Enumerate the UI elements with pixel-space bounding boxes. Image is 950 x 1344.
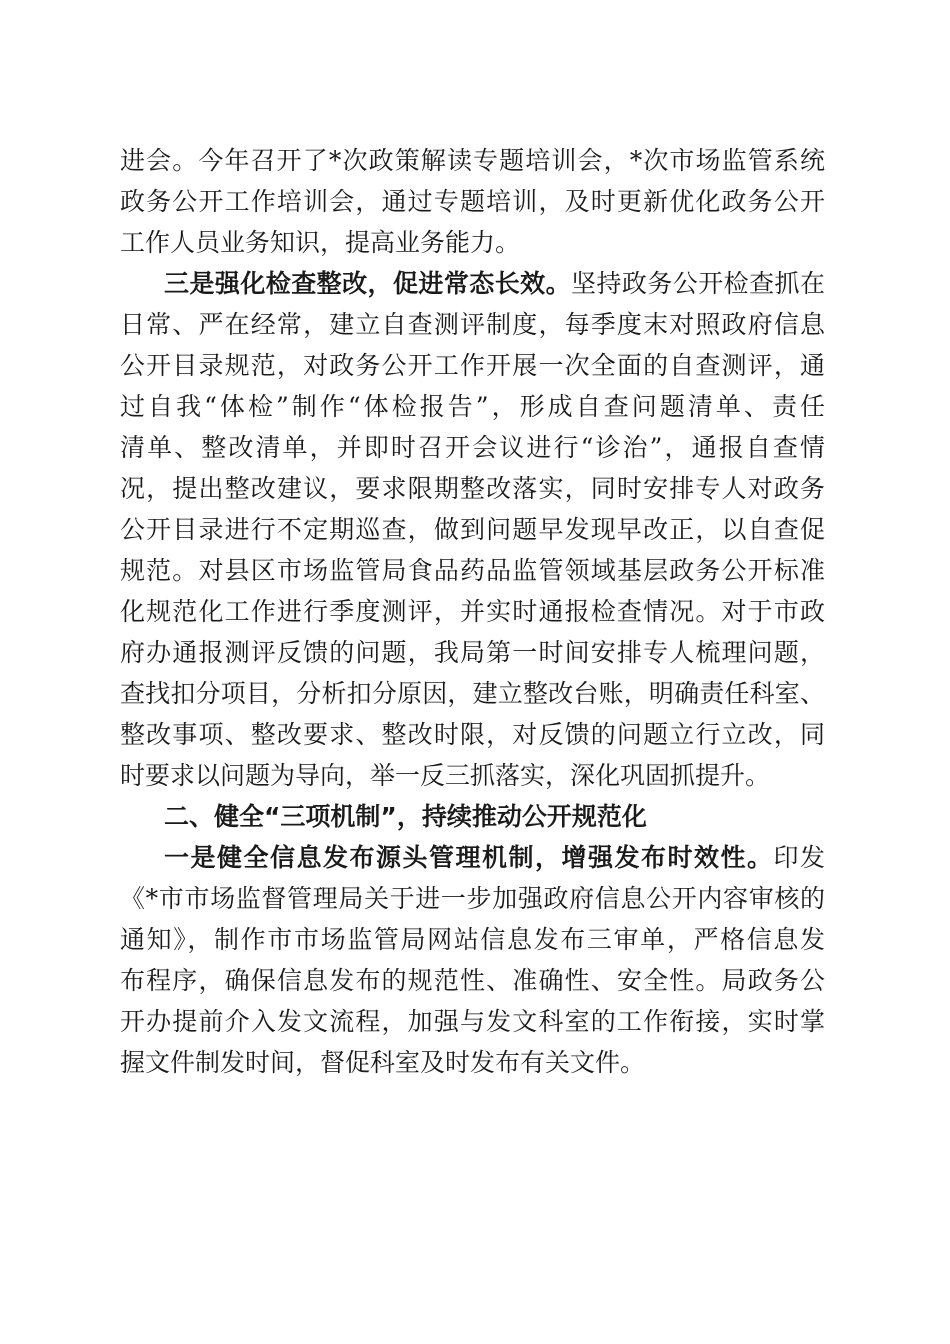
text-line: 《*市市场监督管理局关于进一步加强政府信息公开内容审核的 [120, 884, 825, 913]
paragraph-text: 印发 [773, 843, 825, 872]
text-line: 时要求以问题为导向，举一反三抓落实，深化巩固抓提升。 [120, 761, 771, 790]
paragraph-3 [120, 837, 825, 1083]
paragraph-2 [120, 263, 825, 796]
text-line: 况，提出整改建议，要求限期整改落实，同时安排专人对政务 [120, 474, 825, 503]
text-line: 工作人员业务知识，提高业务能力。 [120, 228, 521, 257]
paragraph-1 [120, 140, 825, 263]
text-line: 化规范化工作进行季度测评，并实时通报检查情况。对于市政 [120, 597, 825, 626]
text-line: 过自我“体检”制作“体检报告”，形成自查问题清单、责任 [120, 392, 825, 421]
text-line: 进会。今年召开了*次政策解读专题培训会，*次市场监管系统 [120, 146, 825, 175]
text-line: 规范。对县区市场监管局食品药品监管领域基层政务公开标准 [120, 556, 825, 585]
paragraph-lead: 三是强化检查整改，促进常态长效。 [164, 269, 572, 298]
text-line [120, 837, 825, 878]
text-line: 府办通报测评反馈的问题，我局第一时间安排专人梳理问题， [120, 638, 825, 667]
text-line: 清单、整改清单，并即时召开会议进行“诊治”，通报自查情 [120, 433, 825, 462]
section-heading: 二、健全“三项机制”，持续推动公开规范化 [164, 802, 647, 831]
text-line: 查找扣分项目，分析扣分原因，建立整改台账，明确责任科室、 [120, 679, 825, 708]
paragraph-text: 坚持政务公开检查抓在 [571, 269, 825, 298]
text-line [120, 263, 825, 304]
text-line: 握文件制发时间，督促科室及时发布有关文件。 [120, 1048, 646, 1077]
paragraph-lead: 一是健全信息发布源头管理机制，增强发布时效性。 [164, 843, 774, 872]
text-line: 公开目录进行不定期巡查，做到问题早发现早改正，以自查促 [120, 515, 825, 544]
text-line: 布程序，确保信息发布的规范性、准确性、安全性。局政务公 [120, 966, 825, 995]
text-line: 政务公开工作培训会，通过专题培训，及时更新优化政务公开 [120, 187, 825, 216]
document-body [120, 140, 825, 1083]
text-line: 日常、严在经常，建立自查测评制度，每季度末对照政府信息 [120, 310, 825, 339]
text-line: 通知》，制作市市场监管局网站信息发布三审单，严格信息发 [120, 925, 825, 954]
text-line: 公开目录规范，对政务公开工作开展一次全面的自查测评，通 [120, 351, 825, 380]
text-line: 整改事项、整改要求、整改时限，对反馈的问题立行立改，同 [120, 720, 825, 749]
text-line: 开办提前介入发文流程，加强与发文科室的工作衔接，实时掌 [120, 1007, 825, 1036]
